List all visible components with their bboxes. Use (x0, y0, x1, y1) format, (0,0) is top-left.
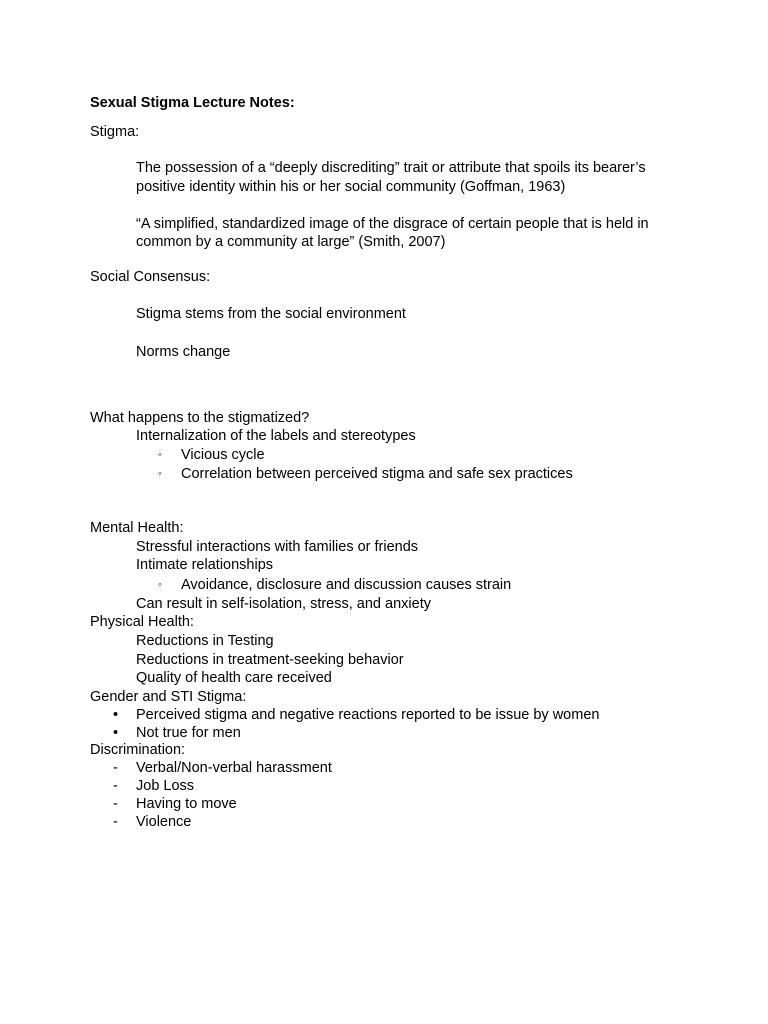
solid-bullet-icon: • (113, 707, 119, 723)
hollow-bullet-icon: ◦ (158, 468, 162, 480)
mental-health-bullet: Avoidance, disclosure and discussion causes strain (181, 577, 512, 593)
dash-bullet-icon: - (113, 814, 118, 830)
dash-bullet-icon: - (113, 796, 118, 812)
discrimination-heading: Discrimination: (90, 742, 186, 758)
gender-sti-item: Perceived stigma and negative reactions reported to be issue by women (136, 707, 600, 723)
stigma-heading: Stigma: (90, 124, 140, 140)
stigma-definition-2-line-2: common by a community at large” (Smith, 2007) (136, 234, 446, 250)
stigmatized-subheading: Internalization of the labels and stereotypes (136, 428, 416, 444)
social-consensus-item: Stigma stems from the social environment (136, 306, 406, 322)
discrimination-item: Job Loss (136, 778, 195, 794)
stigma-definition-1-line-2: positive identity within his or her social community (Goffman, 1963) (136, 179, 566, 195)
dash-bullet-icon: - (113, 778, 118, 794)
physical-health-item: Reductions in treatment-seeking behavior (136, 652, 404, 668)
mental-health-item: Can result in self-isolation, stress, and anxiety (136, 596, 431, 612)
hollow-bullet-icon: ◦ (158, 449, 162, 461)
stigmatized-heading: What happens to the stigmatized? (90, 410, 310, 426)
mental-health-item: Intimate relationships (136, 557, 274, 573)
hollow-bullet-icon: ◦ (158, 579, 162, 591)
discrimination-item: Having to move (136, 796, 237, 812)
physical-health-item: Reductions in Testing (136, 633, 274, 649)
social-consensus-item: Norms change (136, 344, 231, 360)
stigmatized-bullet: Vicious cycle (181, 447, 265, 463)
stigmatized-bullet: Correlation between perceived stigma and safe sex practices (181, 466, 573, 482)
stigma-definition-2-line-1: “A simplified, standardized image of the disgrace of certain people that is held in (136, 216, 649, 232)
physical-health-item: Quality of health care received (136, 670, 332, 686)
gender-sti-heading: Gender and STI Stigma: (90, 689, 247, 705)
mental-health-heading: Mental Health: (90, 520, 184, 536)
dash-bullet-icon: - (113, 760, 118, 776)
page-title: Sexual Stigma Lecture Notes: (90, 95, 295, 111)
gender-sti-item: Not true for men (136, 725, 241, 741)
discrimination-item: Violence (136, 814, 192, 830)
solid-bullet-icon: • (113, 725, 119, 741)
social-consensus-heading: Social Consensus: (90, 269, 211, 285)
stigma-definition-1-line-1: The possession of a “deeply discrediting” trait or attribute that spoils its bearer’s (136, 160, 646, 176)
physical-health-heading: Physical Health: (90, 614, 194, 630)
discrimination-item: Verbal/Non-verbal harassment (136, 760, 332, 776)
mental-health-item: Stressful interactions with families or friends (136, 539, 419, 555)
